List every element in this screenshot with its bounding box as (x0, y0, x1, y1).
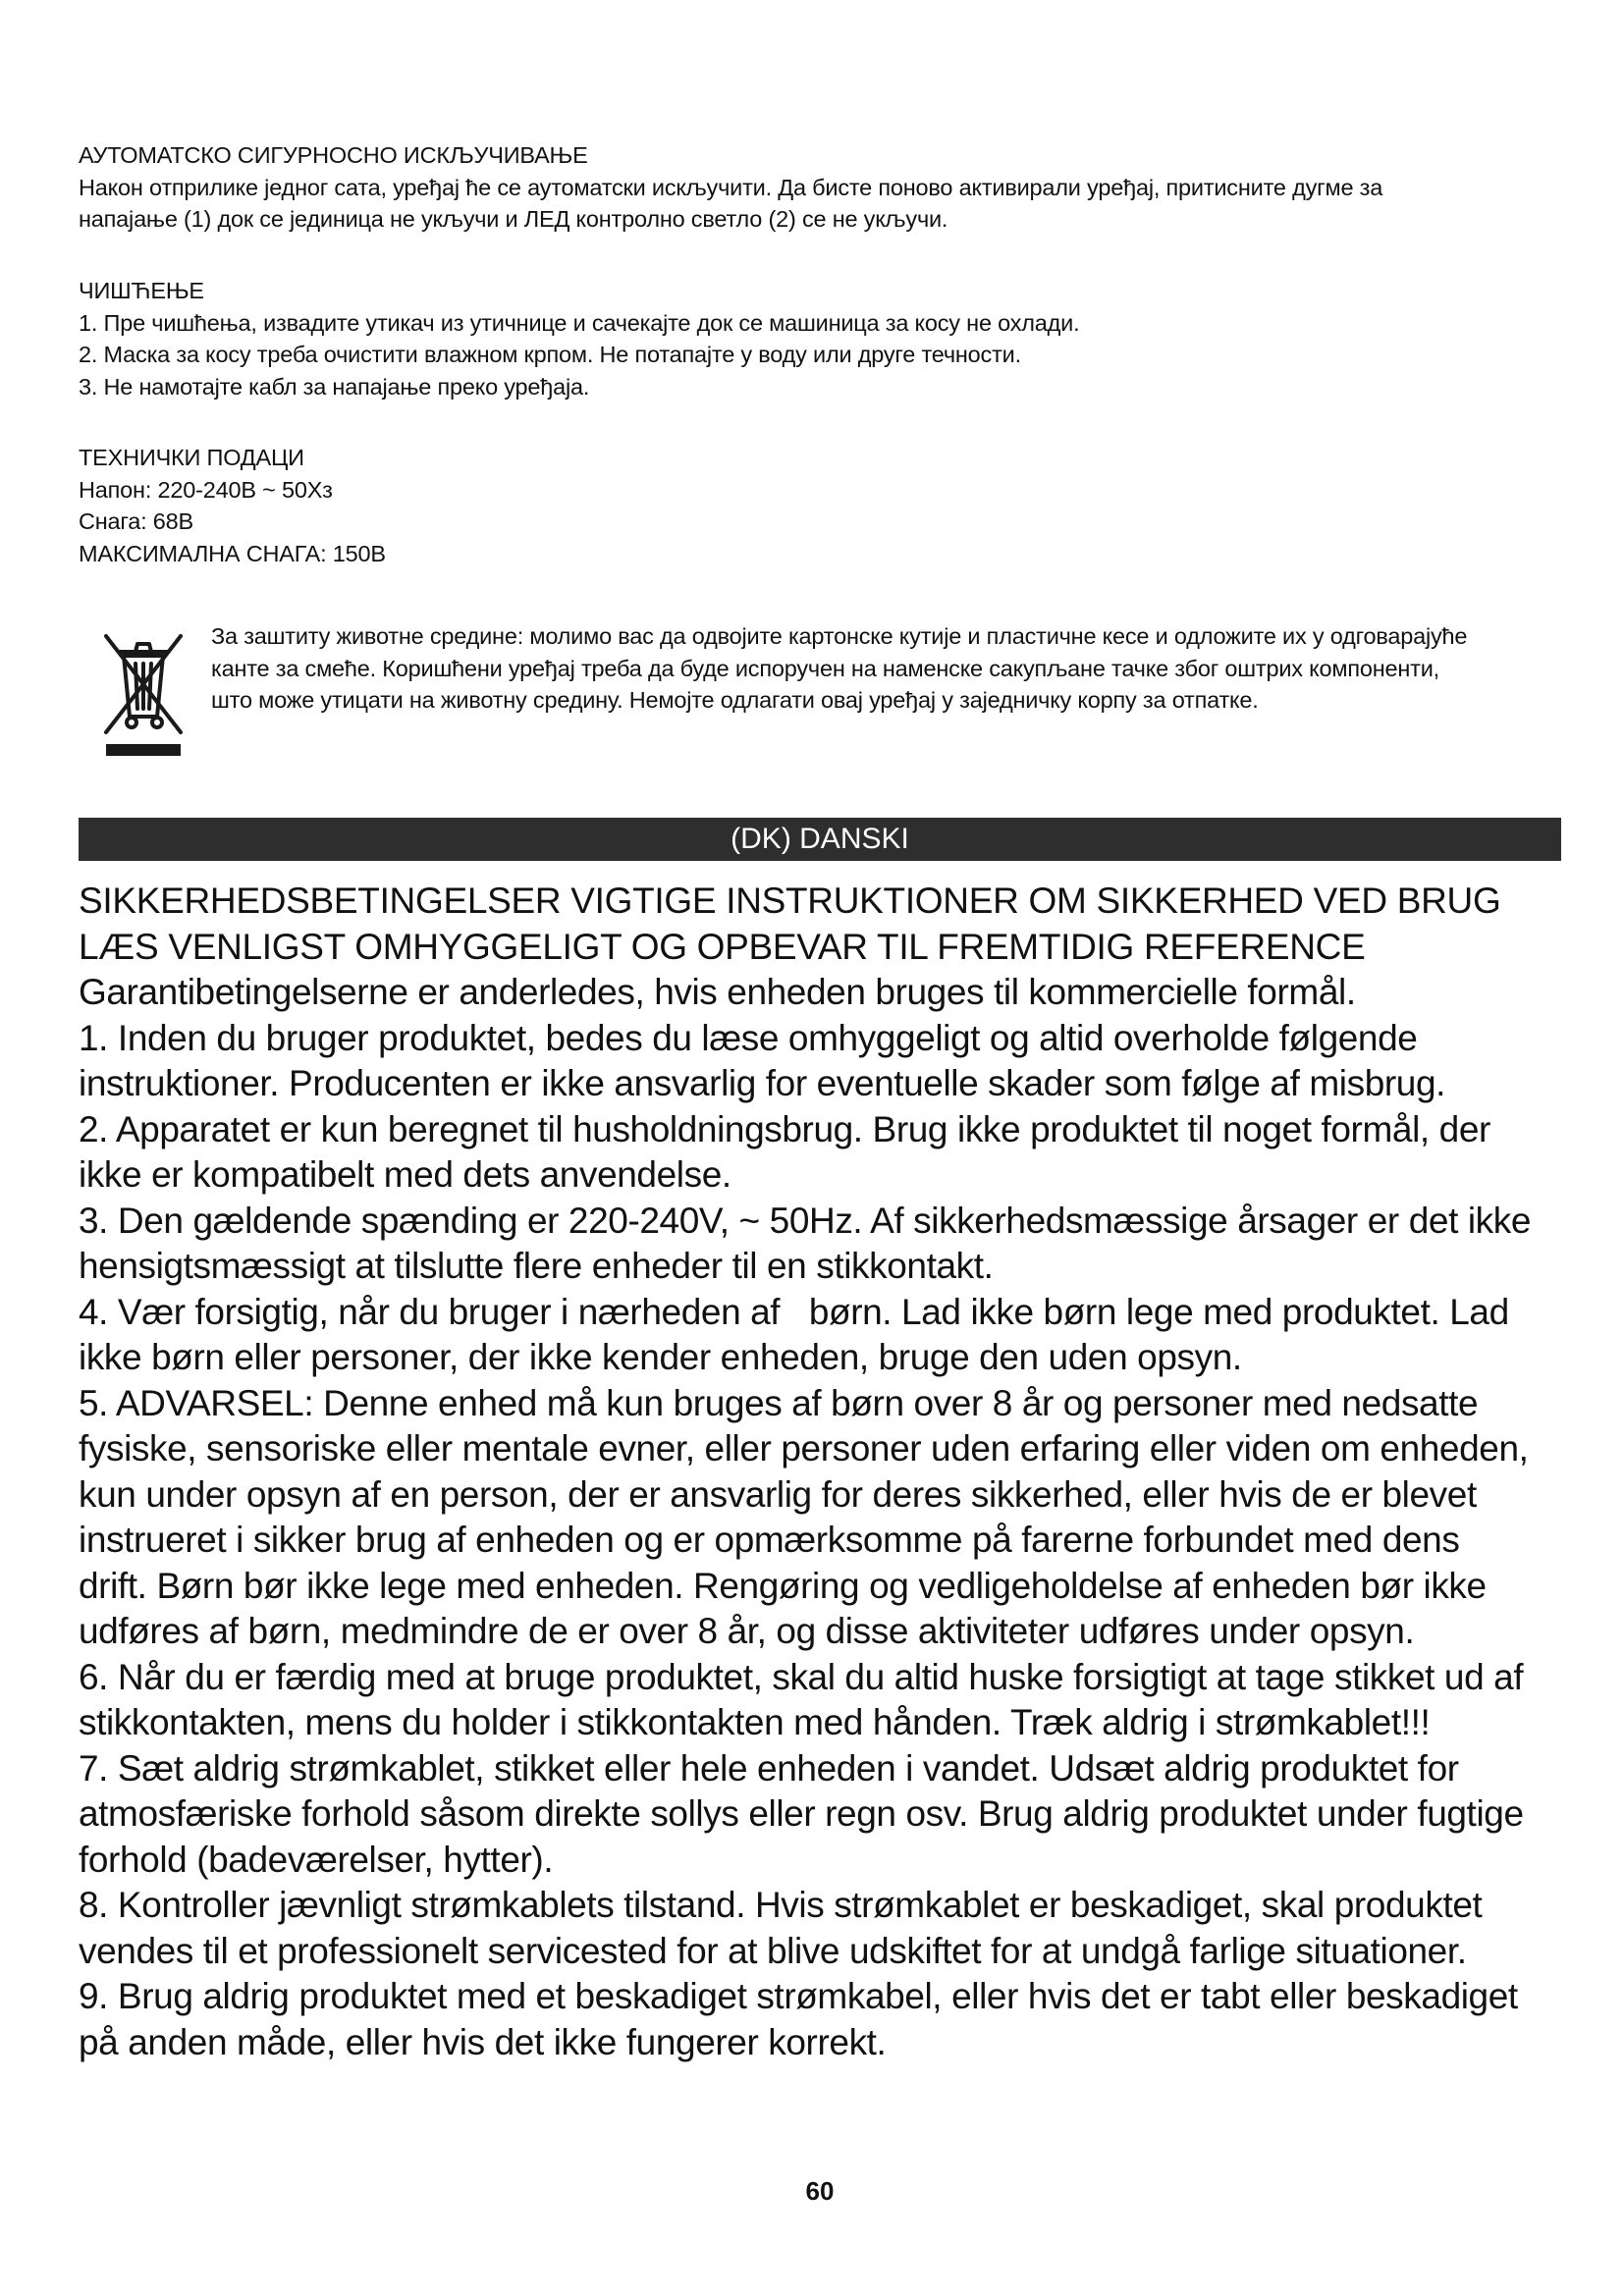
safety-line: forhold (badeværelser, hytter). (79, 1839, 554, 1880)
safety-subtitle: LÆS VENLIGST OMHYGGELIGT OG OPBEVAR TIL FREMTIDIG REFERENCE (79, 926, 1366, 967)
auto-off-heading: АУТОМАТСКО СИГУРНОСНО ИСКЉУЧИВАЊЕ (79, 142, 588, 168)
safety-line: 3. Den gældende spænding er 220-240V, ~ 50Hz. Af sikkerhedsmæssige årsager er det ikke (79, 1200, 1532, 1241)
safety-line: udføres af børn, medmindre de er over 8 år, og disse aktiviteter udføres under opsyn. (79, 1611, 1415, 1651)
safety-title: SIKKERHEDSBETINGELSER VIGTIGE INSTRUKTIONER OM SIKKERHED VED BRUG (79, 881, 1501, 921)
weee-crossed-bin-icon (96, 622, 190, 760)
language-section-bar: (DK) DANSKI (79, 818, 1561, 861)
safety-line: 8. Kontroller jævnligt strømkablets tilstand. Hvis strømkablet er beskadiget, skal produktet (79, 1885, 1483, 1925)
environment-line: што може утицати на животну средину. Немојте одлагати овај уређај у заједничку корпу за отпатке. (211, 687, 1259, 713)
safety-line: instrueret i sikker brug af enheden og er opmærksomme på farerne forbundet med dens (79, 1520, 1460, 1560)
safety-line: ikke er kompatibelt med dets anvendelse. (79, 1154, 731, 1195)
technical-data-section (79, 442, 1532, 569)
safety-line: vendes til et professionelt servicested for at blive udskiftet for at undgå farlige situationer. (79, 1930, 1467, 1971)
cleaning-item: 2. Маска за косу треба очистити влажном крпом. Не потапајте у воду или друге течности. (79, 342, 1021, 367)
environment-line: канте за смеће. Коришћени уређај треба да буде испоручен на наменске сакупљане тачке због оштрих компоненти, (211, 655, 1439, 681)
danish-safety-section (79, 879, 1561, 2065)
safety-line: hensigtsmæssigt at tilslutte flere enheder til en stikkontakt. (79, 1246, 994, 1286)
environment-line: За заштиту животне средине: молимо вас да одвојите картонске кутије и пластичне кесе и одложите их у одговарајуће (211, 623, 1468, 649)
safety-line: Garantibetingelserne er anderledes, hvis enheden bruges til kommercielle formål. (79, 972, 1356, 1012)
safety-line: stikkontakten, mens du holder i stikkontakten med hånden. Træk aldrig i strømkablet!!! (79, 1702, 1431, 1742)
auto-off-line: напајање (1) док се јединица не укључи и ЛЕД контролно светло (2) се не укључи. (79, 206, 948, 232)
safety-line: 6. Når du er færdig med at bruge produktet, skal du altid huske forsigtigt at tage stikket ud af (79, 1656, 1524, 1697)
cleaning-item: 1. Пре чишћења, извадите утикач из утичнице и сачекајте док се машиница за косу не охлади. (79, 309, 1080, 336)
auto-off-section (79, 139, 1532, 236)
cleaning-item: 3. Не намотајте кабл за напајање преко уређаја. (79, 373, 590, 400)
technical-data-line: Напон: 220-240В ~ 50Хз (79, 476, 333, 503)
safety-line: drift. Børn bør ikke lege med enheden. Rengøring og vedligeholdelse af enheden bør ikke (79, 1565, 1487, 1606)
safety-line: 1. Inden du bruger produktet, bedes du læse omhyggeligt og altid overholde følgende (79, 1017, 1418, 1058)
safety-line: 5. ADVARSEL: Denne enhed må kun bruges af børn over 8 år og personer med nedsatte (79, 1382, 1479, 1423)
safety-line: 9. Brug aldrig produktet med et beskadiget strømkabel, eller hvis det er tabt eller beskadiget (79, 1976, 1518, 2016)
safety-line: kun under opsyn af en person, der er ansvarlig for deres sikkerhed, eller hvis de er blevet (79, 1473, 1477, 1515)
auto-off-line: Након отприлике једног сата, уређај ће се аутоматски искључити. Да бисте поново активирали уређај, притисните дугме за (79, 174, 1383, 200)
technical-data-line: Снага: 68В (79, 508, 194, 534)
cleaning-section (79, 275, 1532, 402)
page-number: 60 (805, 2176, 835, 2206)
safety-line: 7. Sæt aldrig strømkablet, stikket eller hele enheden i vandet. Udsæt aldrig produktet for (79, 1747, 1459, 1789)
safety-line: 4. Vær forsigtig, når du bruger i nærheden af børn. Lad ikke børn lege med produktet. Lad (79, 1291, 1509, 1332)
technical-data-heading: ТЕХНИЧКИ ПОДАЦИ (79, 445, 304, 470)
manual-page (79, 0, 1561, 2296)
safety-line: ikke børn eller personer, der ikke kender enheden, bruge den uden opsyn. (79, 1337, 1242, 1377)
safety-line: instruktioner. Producenten er ikke ansvarlig for eventuelle skader som følge af misbrug. (79, 1063, 1446, 1103)
technical-data-line: МАКСИМАЛНА СНАГА: 150В (79, 540, 386, 566)
safety-line: på anden måde, eller hvis det ikke fungerer korrekt. (79, 2021, 887, 2062)
cleaning-heading: ЧИШЋЕЊЕ (79, 278, 204, 303)
safety-line: atmosfæriske forhold såsom direkte sollys eller regn osv. Brug aldrig produktet under fugtige (79, 1793, 1524, 1834)
environment-notice (211, 620, 1546, 717)
safety-line: 2. Apparatet er kun beregnet til husholdningsbrug. Brug ikke produktet til noget formål, der (79, 1108, 1490, 1149)
safety-line: fysiske, sensoriske eller mentale evner, eller personer uden erfaring eller viden om enheden, (79, 1428, 1529, 1468)
